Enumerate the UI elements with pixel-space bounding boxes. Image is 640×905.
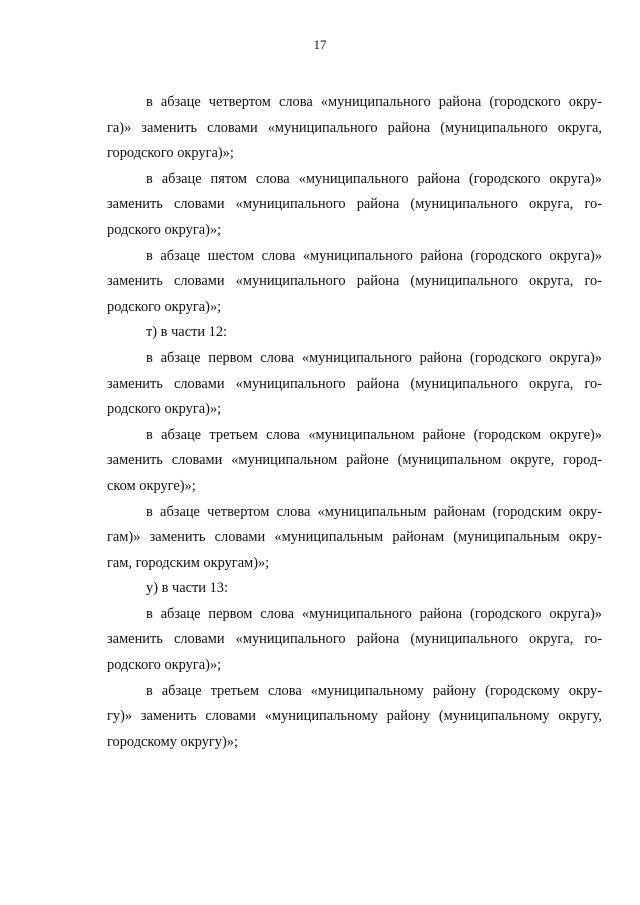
- paragraph-item-u-part13: [107, 576, 602, 602]
- text-line: заменить словами «муниципальном районе (муниципальном округе, город-: [107, 452, 602, 469]
- paragraph-amend-para4-dash-1: [107, 90, 602, 167]
- text-line: родского округа)»;: [107, 657, 222, 674]
- text-line: в абзаце пятом слова «муниципального района (городского округа)»: [146, 170, 602, 187]
- paragraph-amend-part12-para3: [107, 423, 602, 500]
- text-line: городскому округу)»;: [107, 733, 238, 750]
- text-line: заменить словами «муниципального района (муниципального округа, го-: [107, 631, 602, 648]
- text-line: в абзаце первом слова «муниципального района (городского округа)»: [146, 605, 602, 622]
- text-line: гам, городским округам)»;: [107, 554, 270, 571]
- paragraph-amend-part13-para1: [107, 602, 602, 679]
- paragraph-amend-part12-para4: [107, 500, 602, 577]
- paragraph-amend-part13-para3: [107, 679, 602, 756]
- text-line: в абзаце шестом слова «муниципального района (городского округа)»: [146, 247, 602, 264]
- text-line: родского округа)»;: [107, 298, 222, 315]
- paragraph-item-t-part12: [107, 320, 602, 346]
- text-line: ском округе)»;: [107, 477, 196, 494]
- text-line: га)» заменить словами «муниципального района (муниципального округа,: [107, 119, 602, 136]
- text-line: в абзаце третьем слова «муниципальном районе (городском округе)»: [146, 426, 602, 443]
- text-line: в абзаце первом слова «муниципального района (городского округа)»: [146, 349, 602, 366]
- text-line: заменить словами «муниципального района (муниципального округа, го-: [107, 273, 602, 290]
- text-line: т) в части 12:: [146, 324, 228, 341]
- text-line: гам)» заменить словами «муниципальным районам (муниципальным окру-: [107, 529, 602, 546]
- text-line: у) в части 13:: [146, 580, 228, 597]
- text-line: в абзаце четвертом слова «муниципального района (городского окру-: [146, 94, 602, 110]
- page-number: 17: [313, 37, 327, 52]
- text-line: гу)» заменить словами «муниципальному району (муниципальному округу,: [107, 708, 602, 725]
- text-line: заменить словами «муниципального района (муниципального округа, го-: [107, 196, 602, 213]
- text-line: в абзаце третьем слова «муниципальному району (городскому окру-: [146, 682, 602, 699]
- text-line: родского округа)»;: [107, 401, 222, 418]
- text-line: в абзаце четвертом слова «муниципальным районам (городским окру-: [146, 503, 602, 520]
- text-line: родского округа)»;: [107, 221, 222, 238]
- paragraph-amend-part12-para1: [107, 346, 602, 423]
- paragraph-amend-para5: [107, 167, 602, 244]
- paragraph-amend-para6: [107, 244, 602, 321]
- text-line: заменить словами «муниципального района (муниципального округа, го-: [107, 375, 602, 392]
- text-line: городского округа)»;: [107, 145, 234, 162]
- document-body: [107, 90, 602, 755]
